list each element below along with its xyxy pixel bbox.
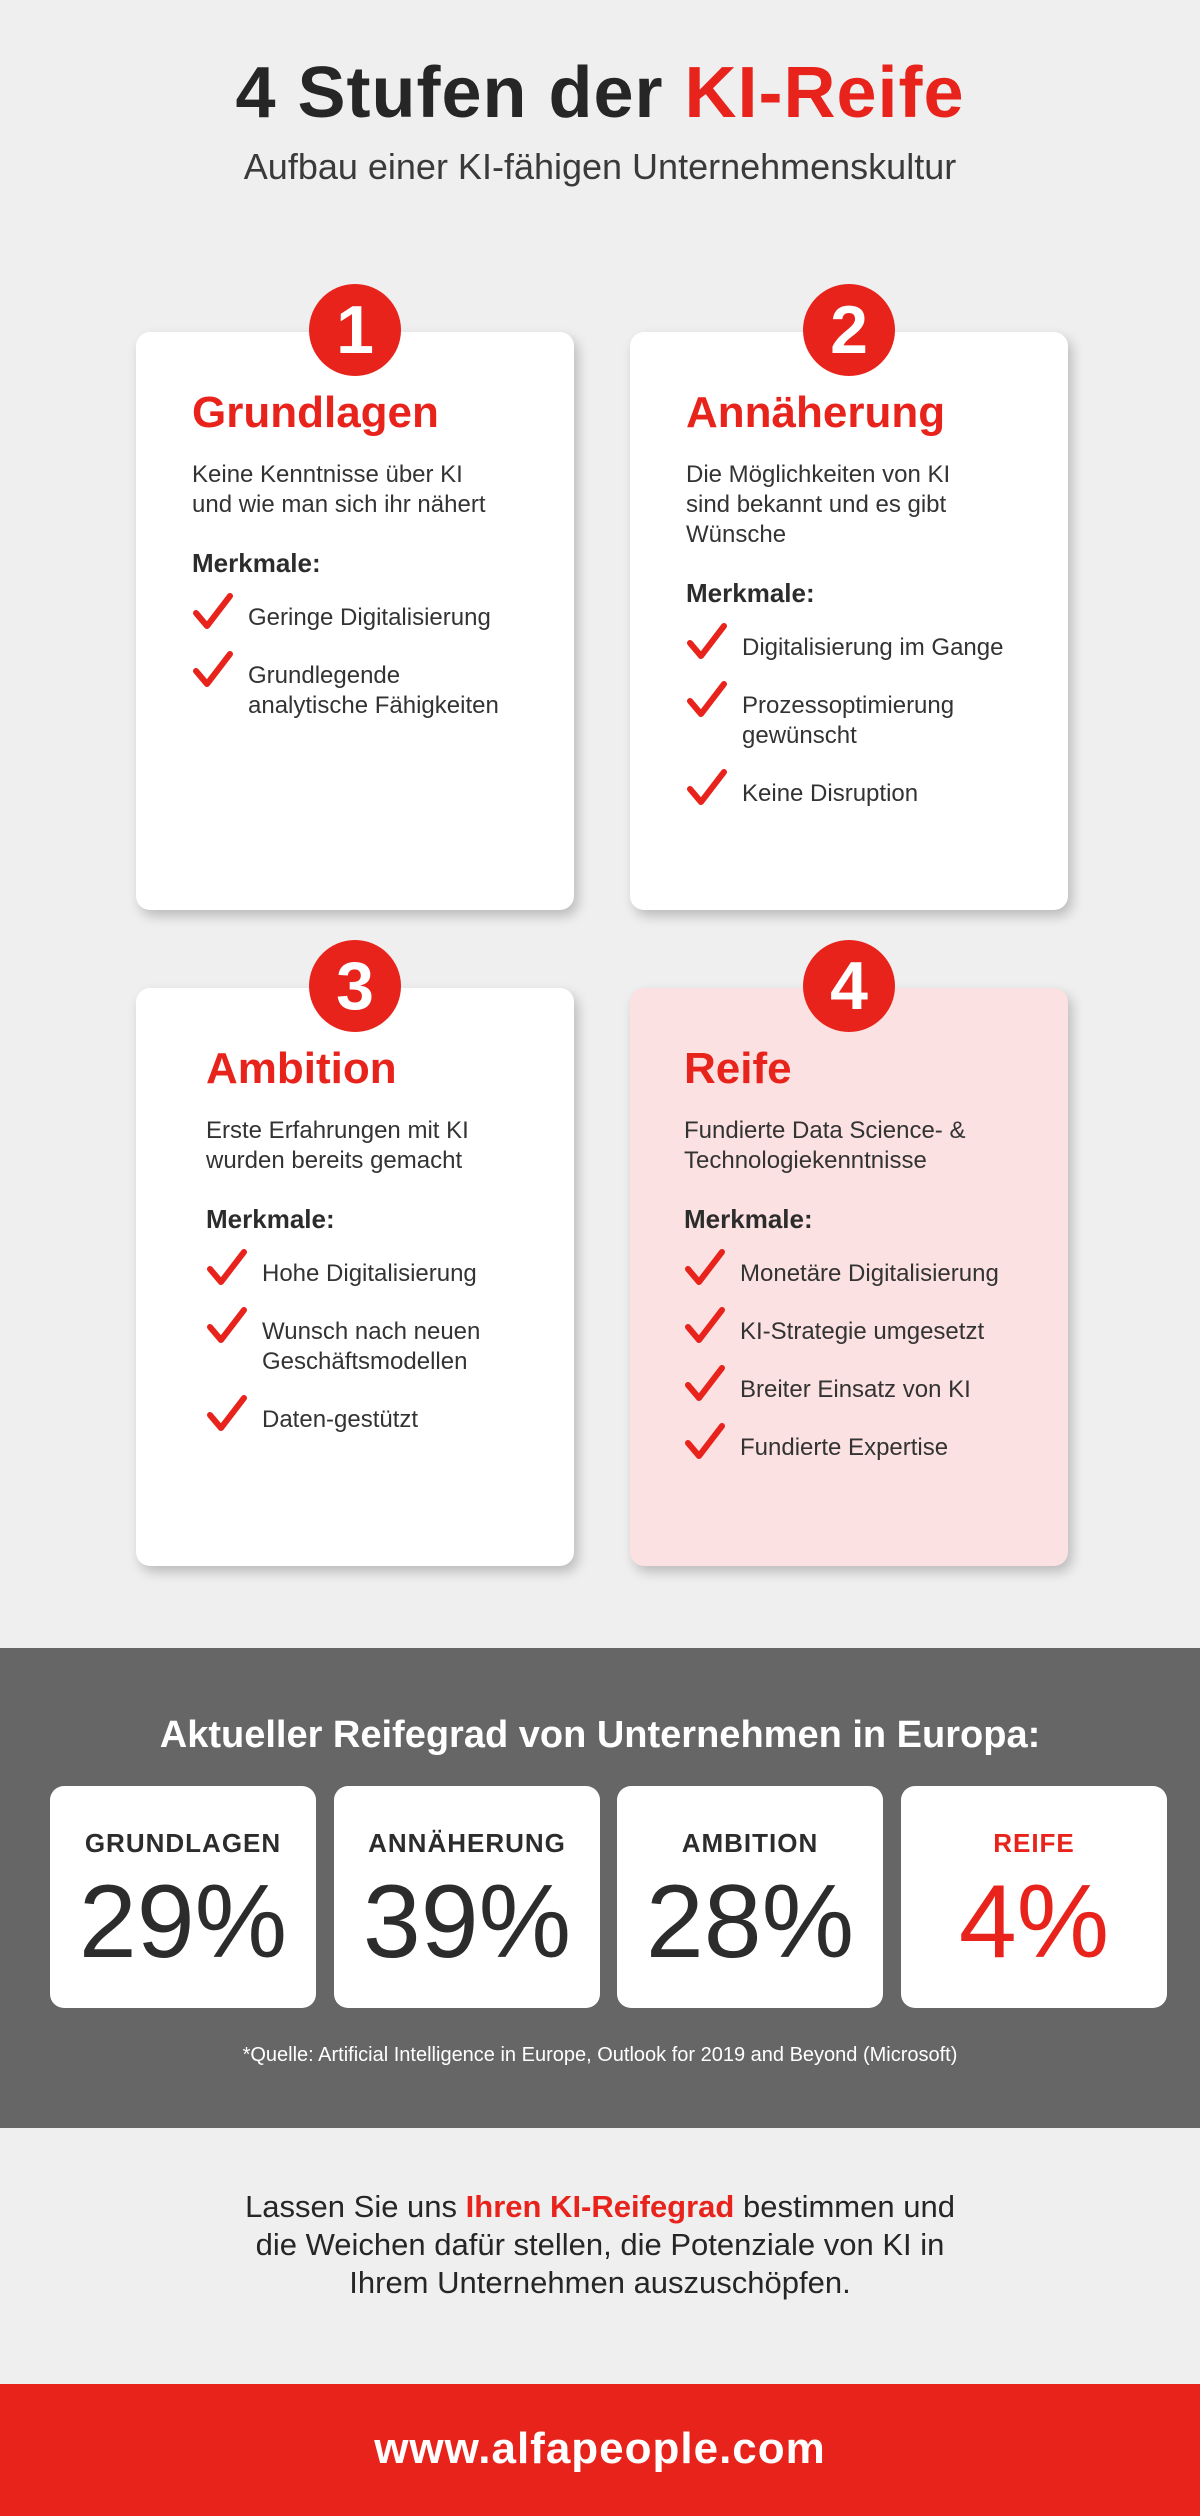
stat-label: REIFE — [993, 1828, 1075, 1858]
call-to-action: Lassen Sie uns Ihren KI-Reifegrad bestimmen und die Weichen dafür stellen, die Potenziale von KI in Ihrem Unternehmen auszuschöpfen. — [245, 2189, 955, 2300]
list-item: Prozessoptimierung gewünscht — [686, 691, 1048, 751]
list-item: Fundierte Expertise — [684, 1433, 1048, 1463]
feature-list — [192, 603, 554, 721]
stage-number-badge: 1 — [309, 284, 401, 376]
list-item: Geringe Digitalisierung — [192, 603, 554, 633]
list-item: Daten-gestützt — [206, 1405, 554, 1435]
stat-value: 29% — [78, 1864, 288, 1980]
merkmale-label: Merkmale: — [686, 578, 815, 608]
stage-card-grundlagen — [136, 292, 574, 910]
stage-title: Annäherung — [686, 388, 946, 437]
stage-description: Die Möglichkeiten von KI sind bekannt und es gibt Wünsche — [686, 461, 951, 548]
stat-value: 39% — [362, 1864, 572, 1980]
list-item: Grundlegende analytische Fähigkeiten — [192, 661, 554, 721]
stat-value: 28% — [645, 1864, 855, 1980]
stage-card-annaeherung — [630, 292, 1068, 910]
feature-list — [206, 1259, 554, 1435]
list-item: Digitalisierung im Gange — [686, 633, 1048, 663]
checkmark-icon — [192, 591, 234, 633]
feature-list — [684, 1259, 1048, 1463]
stat-box-reife — [901, 1786, 1167, 2008]
stats-title: Aktueller Reifegrad von Unternehmen in Europa: — [159, 1714, 1041, 1756]
stat-value: 4% — [958, 1864, 1110, 1980]
checkmark-icon — [684, 1421, 726, 1463]
list-item: Breiter Einsatz von KI — [684, 1375, 1048, 1405]
stage-description: Erste Erfahrungen mit KI wurden bereits gemacht — [206, 1117, 469, 1174]
stage-card-reife — [630, 948, 1068, 1566]
source-note: *Quelle: Artificial Intelligence in Europe, Outlook for 2019 and Beyond (Microsoft) — [242, 2044, 958, 2066]
title-prefix: 4 Stufen der — [235, 53, 685, 133]
checkmark-icon — [684, 1363, 726, 1405]
checkmark-icon — [206, 1247, 248, 1289]
checkmark-icon — [206, 1393, 248, 1435]
checkmark-icon — [686, 767, 728, 809]
title-accent: KI-Reife — [684, 53, 965, 133]
stat-box-annaeherung — [334, 1786, 600, 2008]
footer-bar — [0, 2384, 1200, 2516]
stage-title: Reife — [684, 1044, 792, 1093]
page-title — [0, 52, 1200, 134]
merkmale-label: Merkmale: — [684, 1204, 813, 1234]
stage-title: Grundlagen — [192, 388, 439, 437]
list-item: KI-Strategie umgesetzt — [684, 1317, 1048, 1347]
stat-label: AMBITION — [681, 1828, 819, 1858]
stage-description: Keine Kenntnisse über KI und wie man sich ihr nähert — [192, 461, 486, 518]
merkmale-label: Merkmale: — [192, 548, 321, 578]
merkmale-label: Merkmale: — [206, 1204, 335, 1234]
website-link[interactable]: www.alfapeople.com — [374, 2424, 826, 2473]
stat-label: GRUNDLAGEN — [84, 1828, 282, 1858]
stat-box-ambition — [617, 1786, 883, 2008]
checkmark-icon — [192, 649, 234, 691]
checkmark-icon — [684, 1305, 726, 1347]
stage-number-badge: 4 — [803, 940, 895, 1032]
stat-label: ANNÄHERUNG — [368, 1828, 566, 1858]
list-item: Keine Disruption — [686, 779, 1048, 809]
checkmark-icon — [686, 621, 728, 663]
list-item: Hohe Digitalisierung — [206, 1259, 554, 1289]
checkmark-icon — [684, 1247, 726, 1289]
cta-emphasis: Ihren KI-Reifegrad — [465, 2189, 735, 2224]
list-item: Wunsch nach neuen Geschäftsmodellen — [206, 1317, 554, 1377]
stage-card-ambition — [136, 948, 574, 1566]
header — [0, 0, 1200, 260]
stats-section — [0, 1648, 1200, 2128]
stage-title: Ambition — [206, 1044, 397, 1093]
stat-box-grundlagen — [50, 1786, 316, 2008]
checkmark-icon — [686, 679, 728, 721]
list-item: Monetäre Digitalisierung — [684, 1259, 1048, 1289]
stage-number-badge: 3 — [309, 940, 401, 1032]
page-subtitle: Aufbau einer KI-fähigen Unternehmenskultur — [243, 146, 957, 187]
feature-list — [686, 633, 1048, 809]
stage-number-badge: 2 — [803, 284, 895, 376]
checkmark-icon — [206, 1305, 248, 1347]
stage-description: Fundierte Data Science- & Technologiekenntnisse — [684, 1117, 966, 1174]
